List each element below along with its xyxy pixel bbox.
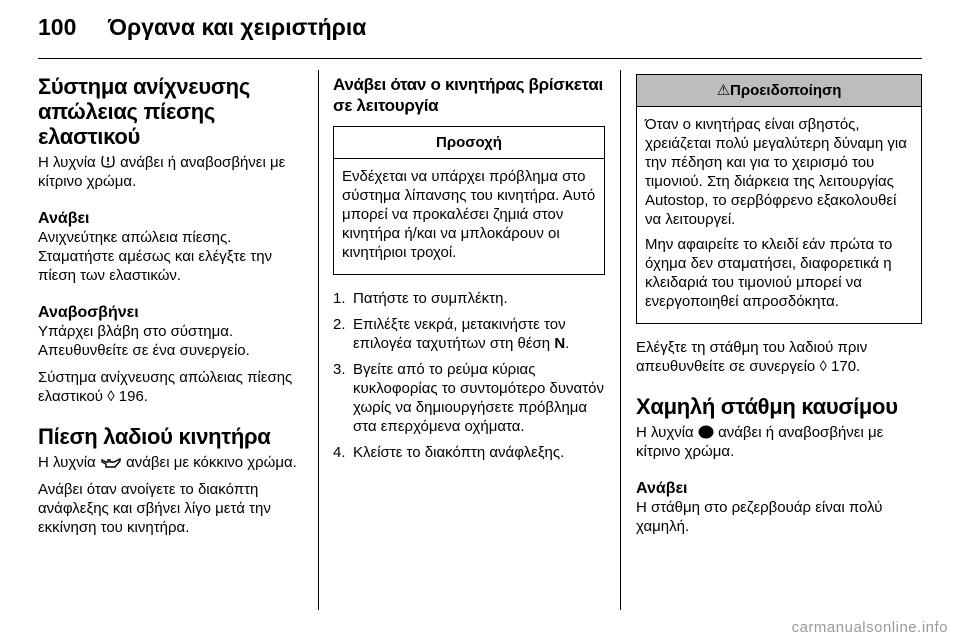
chapter-title: Όργανα και χειριστήρια <box>108 14 367 40</box>
tire-pressure-icon <box>100 154 116 169</box>
steps-list <box>333 289 605 462</box>
caution-title: Προσοχή <box>334 127 604 159</box>
warning-box <box>636 74 922 324</box>
fuel-lit-text: Η στάθμη στο ρεζερβουάρ είναι πολύ χαμηλή. <box>636 499 883 535</box>
tire-lit-text: Ανιχνεύτηκε απώλεια πίεσης. Σταματήστε αμέσως και ελέγξτε την πίεση των ελαστικών. <box>38 229 273 284</box>
page-reference-icon: ◊ <box>819 358 827 375</box>
low-fuel-title: Χαμηλή στάθμη καυσίμου <box>636 394 898 419</box>
fuel-lit-heading: Ανάβει <box>636 480 688 497</box>
page-number: 100 <box>38 14 77 40</box>
column-divider-1 <box>318 70 319 610</box>
tire-reference: Σύστημα ανίχνευσης απώλειας πίεσης ελαστικού ◊ 196. <box>38 369 293 405</box>
oil-check-text: Ελέγξτε τη στάθμη του λαδιού πριν απευθυνθείτε σε συνεργείο ◊ 170. <box>636 339 868 375</box>
column-left <box>38 74 308 545</box>
oil-level-page-link[interactable]: 170. <box>831 358 861 375</box>
fuel-lamp-text: Η λυχνία ανάβει ή αναβοσβήνει με κίτρινο χρώμα. <box>636 424 884 460</box>
warning-text-2: Μην αφαιρείτε το κλειδί εάν πρώτα το όχημα δεν σταματήσει, διαφορετικά η κλειδαριά του τιμονιού μπορεί να ενεργοποιηθεί απροσδόκητα. <box>645 236 893 310</box>
tire-page-link[interactable]: 196. <box>118 388 148 405</box>
oil-pressure-title: Πίεση λαδιού κινητήρα <box>38 424 271 449</box>
tire-pressure-title: Σύστημα ανίχνευσης απώλειας πίεσης ελαστικού <box>38 74 250 149</box>
warning-title-bar: ⚠Προειδοποίηση <box>637 75 921 107</box>
list-item: 1. Πατήστε το συμπλέκτη. <box>333 290 508 307</box>
list-item: 4. Κλείστε το διακόπτη ανάφλεξης. <box>333 444 565 461</box>
header-divider <box>38 58 922 59</box>
list-item: 3. Βγείτε από το ρεύμα κύριας κυκλοφορίας το συντομότερο δυνατόν χωρίς να δημιουργήσετε πρόβλημα στα επερχόμενα οχήματα. <box>333 361 604 435</box>
tire-flash-heading: Αναβοσβήνει <box>38 304 139 321</box>
tire-flash-text: Υπάρχει βλάβη στο σύστημα. Απευθυνθείτε σε ένα συνεργείο. <box>38 323 250 359</box>
oil-lamp-text: Η λυχνία ανάβει με κόκκινο χρώμα. <box>38 454 297 471</box>
watermark: carmanualsonline.info <box>791 619 948 636</box>
page-header <box>38 6 922 54</box>
page-reference-icon: ◊ <box>107 388 115 405</box>
oil-lamp-description: Ανάβει όταν ανοίγετε το διακόπτη ανάφλεξης και σβήνει λίγο μετά την εκκίνηση του κινητήρα. <box>38 481 271 536</box>
tire-lamp-text: Η λυχνία ανάβει ή αναβοσβήνει με κίτρινο χρώμα. <box>38 154 286 190</box>
list-item: 2. Επιλέξτε νεκρά, μετακινήστε τον επιλογέα ταχυτήτων στη θέση N. <box>333 316 570 352</box>
caution-box <box>333 126 605 275</box>
oil-can-icon <box>100 457 122 469</box>
warning-text-1: Όταν ο κινητήρας είναι σβηστός, χρειάζεται πολύ μεγαλύτερη δύναμη για την πέδηση και για το χειρισμό του τιμονιού. Στη διάρκεια της λειτουργίας Autostop, το σερβόφρενο εξακολουθεί να λειτουργεί. <box>645 116 907 228</box>
fuel-lamp-icon <box>698 425 714 439</box>
column-middle <box>333 74 605 469</box>
engine-running-heading: Ανάβει όταν ο κινητήρας βρίσκεται σε λειτουργία <box>333 75 603 115</box>
warning-triangle-icon: ⚠ <box>716 82 731 99</box>
column-right <box>636 74 922 544</box>
caution-text: Ενδέχεται να υπάρχει πρόβλημα στο σύστημα λίπανσης του κινητήρα. Αυτό μπορεί να προκαλέσει ζημιά στον κινητήρα ή/και να μπλοκάρουν οι κινητήριοι τροχοί. <box>342 168 596 261</box>
tire-lit-heading: Ανάβει <box>38 210 90 227</box>
column-divider-2 <box>620 70 621 610</box>
